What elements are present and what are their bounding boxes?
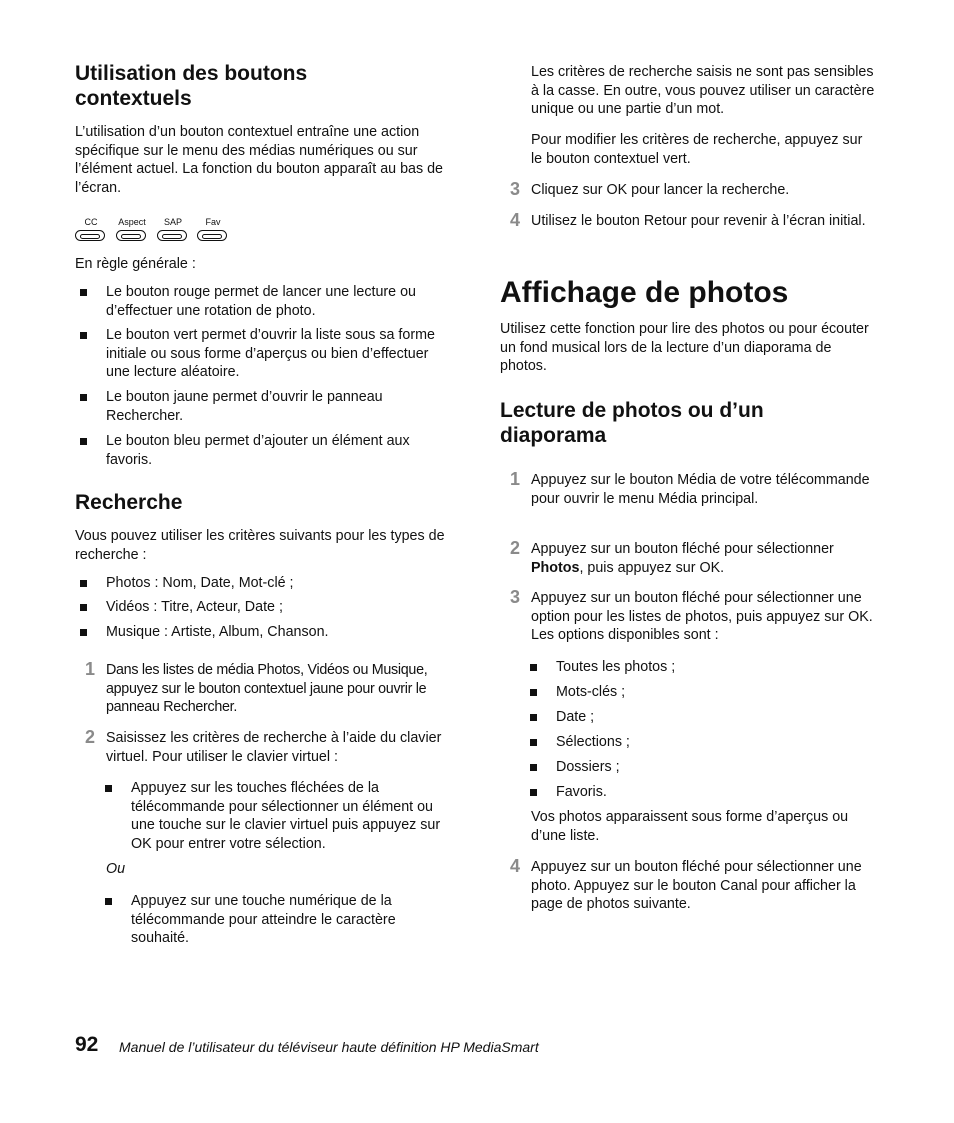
- list-item: Le bouton jaune permet d’ouvrir le panneau Rechercher.: [80, 388, 447, 426]
- heading-photo-display: Affichage de photos: [500, 276, 789, 309]
- step-4-search: 4 Utilisez le bouton Retour pour revenir à l’écran initial.: [510, 210, 866, 230]
- heading-slideshow: Lecture de photos ou d’un diaporama: [500, 399, 764, 447]
- bullet-icon: [80, 629, 87, 636]
- step-number: 4: [510, 856, 521, 876]
- bullet-icon: [80, 332, 87, 339]
- bullet-icon: [530, 714, 537, 721]
- aspect-label: Aspect: [118, 217, 146, 227]
- list-item: Appuyez sur une touche numérique de la télécommande pour atteindre le caractère souhaité.: [105, 892, 450, 949]
- bullet-icon: [530, 764, 537, 771]
- photos-bold-label: Photos: [531, 559, 580, 576]
- sap-label: SAP: [163, 217, 182, 227]
- fav-label: Fav: [205, 217, 221, 227]
- intro-recherche: Vous pouvez utiliser les critères suivants pour les types de recherche :: [75, 528, 445, 563]
- list-item: Photos : Nom, Date, Mot-clé ;: [80, 574, 447, 593]
- step-number: 4: [510, 210, 521, 230]
- manual-title: Manuel de l’utilisateur du téléviseur haute définition HP MediaSmart: [119, 1039, 539, 1055]
- bullet-icon: [80, 289, 87, 296]
- cc-label: CC: [84, 217, 98, 227]
- bullet-icon: [530, 664, 537, 671]
- bullet-icon: [80, 438, 87, 445]
- list-item: Le bouton rouge permet de lancer une lecture ou d’effectuer une rotation de photo.: [80, 283, 447, 321]
- step-number: 2: [85, 727, 96, 747]
- list-item: Date ;: [530, 708, 870, 727]
- step-1-slideshow: 1 Appuyez sur le bouton Média de votre télécommande pour ouvrir le menu Média principal.: [510, 469, 870, 507]
- list-item: Le bouton bleu permet d’ajouter un élément aux favoris.: [80, 432, 447, 470]
- list-item: Musique : Artiste, Album, Chanson.: [80, 623, 447, 642]
- heading-contextual-buttons: Utilisation des boutons contextuels: [75, 62, 308, 110]
- step-2-slideshow: 2 Appuyez sur un bouton fléché pour sélectionner Photos, puis appuyez sur OK.: [510, 538, 834, 576]
- bullet-icon: [105, 898, 112, 905]
- list-item: Appuyez sur les touches fléchées de la télécommande pour sélectionner un élément ou une touche sur le clavier virtuel puis appuyez sur OK pour entrer votre sélection.: [105, 779, 450, 855]
- bullet-icon: [80, 604, 87, 611]
- search-case-note: Les critères de recherche saisis ne sont pas sensibles à la casse. En outre, vous pouvez utiliser un caractère unique ou une partie d’un mot.: [531, 64, 875, 118]
- step-1-search: 1 Dans les listes de média Photos, Vidéos ou Musique, appuyez sur le bouton contextuel jaune pour ouvrir le panneau Rechercher.: [85, 659, 428, 716]
- step-3-search: 3 Cliquez sur OK pour lancer la recherche.: [510, 179, 790, 199]
- page-number: 92: [75, 1033, 99, 1056]
- bullet-icon: [530, 789, 537, 796]
- step-3-slideshow: 3 Appuyez sur un bouton fléché pour sélectionner une option pour les listes de photos, puis appuyez sur OK. Les options disponibles sont :: [510, 587, 873, 644]
- list-item: Mots-clés ;: [530, 683, 870, 702]
- or-label: Ou: [106, 861, 126, 877]
- step-number: 3: [510, 587, 521, 607]
- list-item: Dossiers ;: [530, 758, 870, 777]
- step-number: 2: [510, 538, 521, 558]
- step-2-search: 2 Saisissez les critères de recherche à l’aide du clavier virtuel. Pour utiliser le clavier virtuel :: [85, 727, 442, 765]
- general-rule-text: En règle générale :: [75, 256, 196, 272]
- photos-view-note: Vos photos apparaissent sous forme d’aperçus ou d’une liste.: [531, 809, 849, 844]
- bullet-icon: [530, 739, 537, 746]
- list-item: Toutes les photos ;: [530, 658, 870, 677]
- search-modify-note: Pour modifier les critères de recherche, appuyez sur le bouton contextuel vert.: [531, 132, 863, 167]
- bullet-icon: [80, 580, 87, 587]
- bullet-icon: [105, 785, 112, 792]
- list-item: Vidéos : Titre, Acteur, Date ;: [80, 598, 447, 617]
- step-number: 1: [510, 469, 521, 489]
- list-item: Sélections ;: [530, 733, 870, 752]
- intro-photo-display: Utilisez cette fonction pour lire des photos ou pour écouter un fond musical lors de la lecture d’un diaporama de photos.: [500, 321, 869, 375]
- page-footer: [75, 1033, 875, 1057]
- intro-contextual-buttons: L’utilisation d’un bouton contextuel entraîne une action spécifique sur le menu des médias numériques ou sur l’élément actuel. La fonction du bouton apparaît au bas de l’écran.: [75, 124, 444, 197]
- step-number: 3: [510, 179, 521, 199]
- step-number: 1: [85, 659, 96, 679]
- heading-recherche: Recherche: [75, 491, 183, 514]
- list-item: Le bouton vert permet d’ouvrir la liste sous sa forme initiale ou sous forme d’aperçus ou bien d’effectuer une lecture aléatoire.: [80, 326, 447, 383]
- bullet-icon: [530, 689, 537, 696]
- list-item: Favoris.: [530, 783, 870, 802]
- bullet-icon: [80, 394, 87, 401]
- step-4-slideshow: 4 Appuyez sur un bouton fléché pour sélectionner une photo. Appuyez sur le bouton Canal pour afficher la page de photos suivante.: [510, 856, 862, 913]
